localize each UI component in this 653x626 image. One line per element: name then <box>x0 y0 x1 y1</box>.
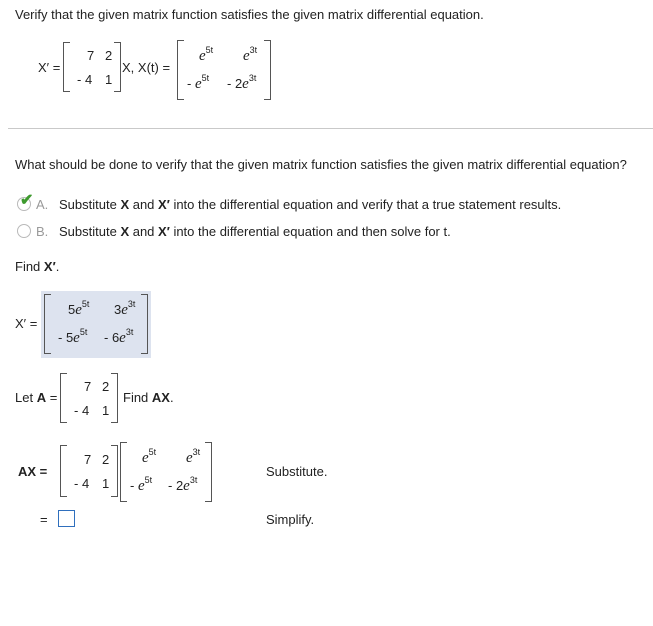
matrix-cell: $3e^{3t}$ <box>114 298 136 318</box>
equals-sign: = <box>40 512 48 527</box>
matrix-cell: - $e^{5t}$ <box>130 474 153 494</box>
ax-x-matrix <box>120 442 212 502</box>
matrix-cell: - 4 <box>74 476 90 491</box>
correct-check-icon: ✔ <box>20 192 34 209</box>
matrix-cell: - $6e^{3t}$ <box>104 326 134 346</box>
matrix-cell: 7 <box>84 379 92 394</box>
option-b-letter: B. <box>36 224 49 239</box>
matrix-cell: $5e^{5t}$ <box>68 298 90 318</box>
matrix-cell: - 4 <box>77 72 93 87</box>
substitute-label: Substitute. <box>266 464 328 479</box>
option-b-text[interactable]: Substitute X and X′ into the differential equation and then solve for t. <box>59 224 451 239</box>
find-ax-label: Find AX. <box>123 390 174 405</box>
answer-input-box[interactable] <box>58 510 75 527</box>
option-b-radio[interactable] <box>17 224 31 238</box>
xprime-lhs: X′ = <box>15 316 38 331</box>
ax-coefficient-matrix <box>60 445 118 497</box>
let-a-label: Let A = <box>15 390 58 405</box>
a-matrix <box>60 373 118 423</box>
simplify-label: Simplify. <box>266 512 315 527</box>
matrix-cell: - $2e^{3t}$ <box>168 474 198 494</box>
find-xprime-label: Find X′. <box>15 259 60 274</box>
question-prompt: What should be done to verify that the given matrix function satisfies the given matrix differential equation? <box>15 157 627 172</box>
x-matrix <box>177 40 271 100</box>
matrix-cell: - $5e^{5t}$ <box>58 326 88 346</box>
matrix-cell: $e^{3t}$ <box>186 446 201 466</box>
matrix-cell: 7 <box>84 452 92 467</box>
matrix-cell: 2 <box>102 379 110 394</box>
matrix-cell: - $e^{5t}$ <box>187 72 210 92</box>
matrix-cell: $e^{5t}$ <box>199 44 214 64</box>
equation-between: X, X(t) = <box>122 60 171 75</box>
coefficient-matrix <box>63 42 121 92</box>
option-a-letter: A. <box>36 197 49 212</box>
equation-lhs: X′ = <box>38 60 61 75</box>
matrix-cell: 1 <box>102 476 110 491</box>
matrix-cell: $e^{5t}$ <box>142 446 157 466</box>
matrix-cell: 2 <box>102 452 110 467</box>
matrix-cell: - 4 <box>74 403 90 418</box>
matrix-cell: 1 <box>105 72 113 87</box>
matrix-cell: - $2e^{3t}$ <box>227 72 257 92</box>
matrix-cell: 2 <box>105 48 113 63</box>
option-a-text[interactable]: Substitute X and X′ into the differential equation and verify that a true statement results. <box>59 197 562 212</box>
matrix-cell: 7 <box>87 48 95 63</box>
xprime-matrix <box>44 294 148 354</box>
section-divider <box>8 128 653 129</box>
ax-lhs: AX = <box>18 464 48 479</box>
instruction-text: Verify that the given matrix function satisfies the given matrix differential equation. <box>15 7 484 22</box>
matrix-cell: 1 <box>102 403 110 418</box>
matrix-cell: $e^{3t}$ <box>243 44 258 64</box>
